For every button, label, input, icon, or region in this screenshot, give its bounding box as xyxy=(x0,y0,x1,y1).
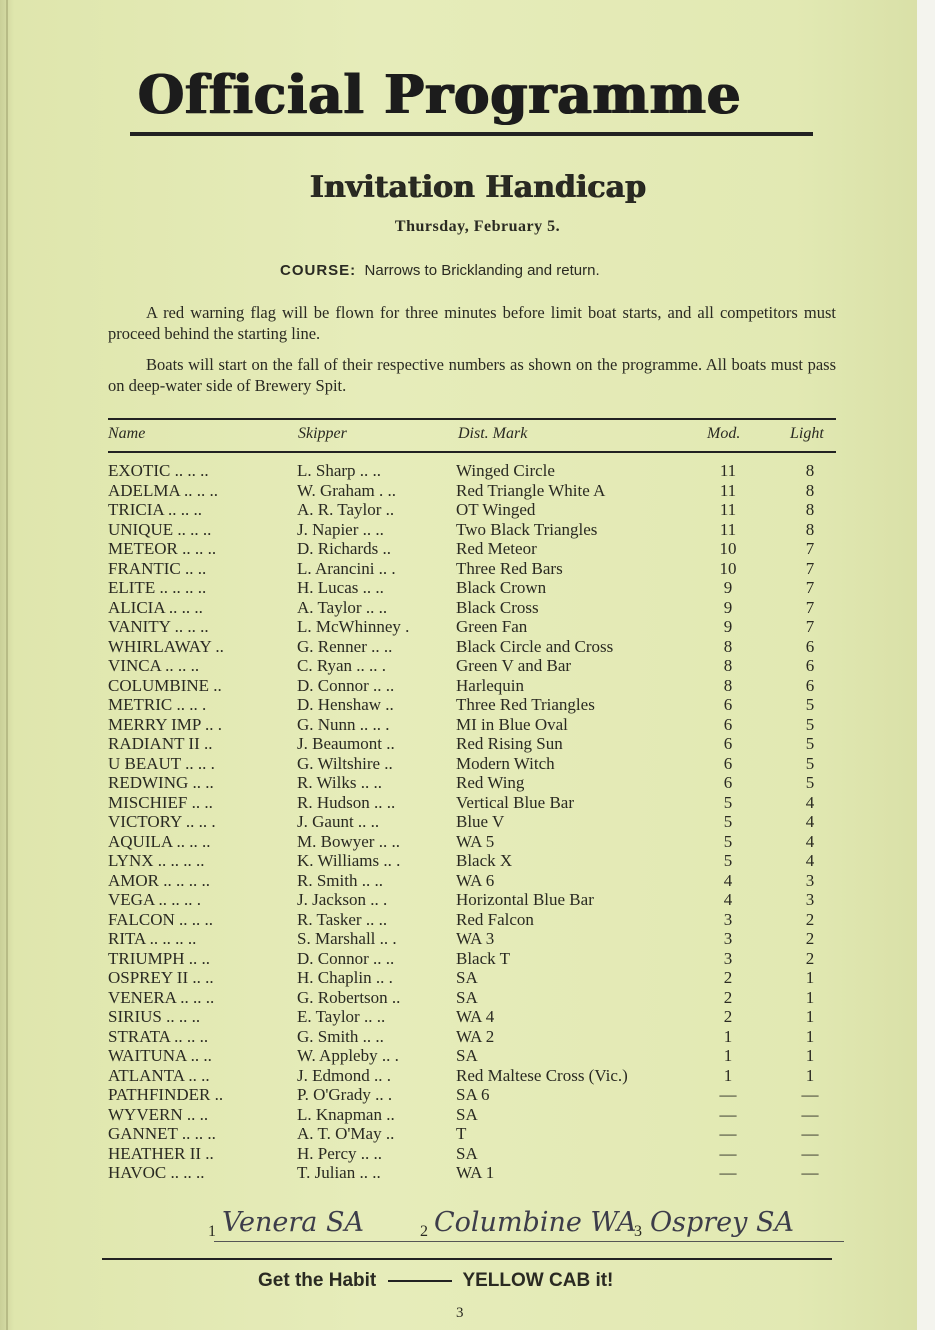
place-1-handwritten: Venera SA xyxy=(222,1207,364,1238)
place-3-handwritten: Osprey SA xyxy=(650,1207,794,1238)
boat-name: FALCON .. .. .. xyxy=(108,909,213,929)
skipper: G. Robertson .. xyxy=(297,987,401,1007)
light-value: 2 xyxy=(805,948,815,968)
table-row xyxy=(0,500,935,520)
header-rule xyxy=(108,451,836,453)
page-title: Official Programme xyxy=(138,64,742,126)
table-row xyxy=(0,637,935,657)
table-row xyxy=(0,481,935,501)
mod-value: 4 xyxy=(723,870,733,890)
mod-value: 5 xyxy=(723,792,733,812)
table-row xyxy=(0,890,935,910)
mod-value: 11 xyxy=(719,500,737,519)
footer-rule xyxy=(102,1258,832,1260)
dist-mark: Three Red Bars xyxy=(456,558,563,578)
mod-value: 4 xyxy=(723,890,733,909)
mod-value: 6 xyxy=(723,734,733,753)
table-row xyxy=(0,754,935,774)
skipper: E. Taylor .. .. xyxy=(297,1007,386,1026)
light-value: 1 xyxy=(805,968,815,987)
table-row xyxy=(0,1046,935,1066)
dist-mark: T xyxy=(456,1124,467,1143)
skipper: L. Arancini .. . xyxy=(297,558,396,578)
mod-value: 1 xyxy=(723,1065,733,1085)
skipper: G. Smith .. .. xyxy=(297,1026,384,1046)
light-value: 6 xyxy=(805,675,815,695)
mod-value: 5 xyxy=(723,851,733,870)
light-value: 1 xyxy=(805,1007,815,1026)
boat-name: MERRY IMP .. . xyxy=(108,714,222,734)
mod-value: 9 xyxy=(723,597,733,617)
boat-name: FRANTIC .. .. xyxy=(108,558,207,578)
light-value: 7 xyxy=(805,578,815,597)
course-label: COURSE: xyxy=(280,262,357,279)
dist-mark: Black T xyxy=(456,948,510,968)
dist-mark: Black Cross xyxy=(456,597,539,617)
boat-name: SIRIUS .. .. .. xyxy=(108,1007,201,1026)
dist-mark: SA xyxy=(456,1143,478,1163)
place-2-label: 2 xyxy=(420,1223,428,1240)
table-row xyxy=(0,773,935,793)
table-row xyxy=(0,1027,935,1047)
table-row xyxy=(0,812,935,832)
mod-value: — xyxy=(719,1143,737,1163)
boat-name: VEGA .. .. .. . xyxy=(108,890,202,909)
light-value: 4 xyxy=(805,831,815,851)
header-name: Name xyxy=(108,425,146,442)
light-value: 5 xyxy=(805,695,815,714)
light-value: 4 xyxy=(805,851,815,870)
mod-value: — xyxy=(719,1085,737,1104)
mod-value: 6 xyxy=(723,773,733,792)
dist-mark: WA 2 xyxy=(456,1026,495,1046)
dist-mark: Red Maltese Cross (Vic.) xyxy=(456,1065,628,1085)
light-value: 5 xyxy=(805,773,815,792)
skipper: G. Renner .. .. xyxy=(297,636,393,656)
event-title: Invitation Handicap xyxy=(309,170,646,205)
dist-mark: Black Circle and Cross xyxy=(456,636,614,656)
skipper: G. Nunn .. .. . xyxy=(297,714,390,734)
footer-right: YELLOW CAB it! xyxy=(462,1270,614,1291)
light-value: 8 xyxy=(805,500,815,519)
boat-name: U BEAUT .. .. . xyxy=(108,753,215,773)
light-value: 8 xyxy=(805,461,815,480)
mod-value: 11 xyxy=(719,461,737,480)
table-row xyxy=(0,1066,935,1086)
table-top-rule xyxy=(108,418,836,420)
boat-name: VANITY .. .. .. xyxy=(108,617,209,636)
table-row xyxy=(0,1163,935,1183)
skipper: H. Chaplin .. . xyxy=(297,968,393,987)
boat-name: UNIQUE .. .. .. xyxy=(108,519,212,539)
table-row xyxy=(0,734,935,754)
boat-name: RITA .. .. .. .. xyxy=(108,929,197,948)
skipper: K. Williams .. . xyxy=(297,851,401,870)
boat-name: VENERA .. .. .. xyxy=(108,987,215,1007)
light-value: 1 xyxy=(805,1046,815,1065)
table-row xyxy=(0,559,935,579)
mod-value: 1 xyxy=(723,1046,733,1065)
mod-value: 8 xyxy=(723,675,733,695)
dist-mark: Red Rising Sun xyxy=(456,734,563,753)
skipper: W. Appleby .. . xyxy=(297,1046,399,1065)
page-number: 3 xyxy=(456,1305,464,1321)
light-value: 5 xyxy=(805,753,815,773)
light-value: 8 xyxy=(805,480,815,500)
table-row xyxy=(0,1144,935,1164)
mod-value: — xyxy=(719,1124,737,1143)
skipper: W. Graham . .. xyxy=(297,480,396,500)
table-row xyxy=(0,929,935,949)
light-value: 7 xyxy=(805,597,815,617)
light-value: — xyxy=(801,1085,819,1104)
light-value: — xyxy=(801,1143,819,1163)
boat-name: HEATHER II .. xyxy=(108,1143,214,1163)
dist-mark: Vertical Blue Bar xyxy=(456,792,575,812)
mod-value: 11 xyxy=(719,519,737,539)
dist-mark: WA 6 xyxy=(456,870,495,890)
boat-name: ATLANTA .. .. xyxy=(108,1065,210,1085)
skipper: H. Percy .. .. xyxy=(297,1143,382,1163)
place-3-label: 3 xyxy=(634,1223,642,1240)
dist-mark: Blue V xyxy=(456,812,505,831)
course-line xyxy=(280,262,600,279)
mod-value: 6 xyxy=(723,695,733,714)
place-1-label: 1 xyxy=(208,1223,216,1240)
table-row xyxy=(0,871,935,891)
dist-mark: SA xyxy=(456,987,478,1007)
dist-mark: Black X xyxy=(456,851,513,870)
dist-mark: WA 5 xyxy=(456,831,495,851)
skipper: L. Sharp .. .. xyxy=(297,461,382,480)
boat-name: GANNET .. .. .. xyxy=(108,1124,216,1143)
dist-mark: Red Triangle White A xyxy=(456,480,606,500)
skipper: R. Wilks .. .. xyxy=(297,773,382,792)
boat-name: METEOR .. .. .. xyxy=(108,539,217,558)
skipper: D. Richards .. xyxy=(297,539,391,558)
dist-mark: SA xyxy=(456,1046,478,1065)
mod-value: 10 xyxy=(719,539,737,558)
boat-name: TRIUMPH .. .. xyxy=(108,948,211,968)
light-value: — xyxy=(801,1163,819,1182)
table-row xyxy=(0,949,935,969)
table-row xyxy=(0,715,935,735)
skipper: G. Wiltshire .. xyxy=(297,753,393,773)
table-row xyxy=(0,617,935,637)
boat-name: VINCA .. .. .. xyxy=(108,656,200,675)
dist-mark: Red Wing xyxy=(456,773,525,792)
light-value: 2 xyxy=(805,929,815,948)
dist-mark: Winged Circle xyxy=(456,461,555,480)
table-row xyxy=(0,1085,935,1105)
dist-mark: Red Falcon xyxy=(456,909,534,929)
dist-mark: SA xyxy=(456,1104,478,1124)
header-mod: Mod. xyxy=(707,425,741,442)
footer-advert xyxy=(258,1270,613,1292)
table-row xyxy=(0,656,935,676)
table-row xyxy=(0,676,935,696)
dist-mark: Green V and Bar xyxy=(456,656,572,675)
skipper: D. Henshaw .. xyxy=(297,695,394,714)
boat-name: RADIANT II .. xyxy=(108,734,213,753)
place-2-handwritten: Columbine WA xyxy=(434,1207,637,1238)
mod-value: 11 xyxy=(719,480,737,500)
skipper: R. Hudson .. .. xyxy=(297,792,396,812)
footer-left: Get the Habit xyxy=(258,1270,377,1291)
mod-value: 3 xyxy=(723,948,733,968)
mod-value: 9 xyxy=(723,617,733,636)
boat-name: ADELMA .. .. .. xyxy=(108,480,219,500)
header-dist-mark: Dist. Mark xyxy=(458,425,528,442)
mod-value: 2 xyxy=(723,987,733,1007)
table-row xyxy=(0,598,935,618)
light-value: 2 xyxy=(805,909,815,929)
table-row xyxy=(0,1007,935,1027)
skipper: J. Napier .. .. xyxy=(297,519,384,539)
light-value: 7 xyxy=(805,558,815,578)
skipper: H. Lucas .. .. xyxy=(297,578,384,597)
mod-value: 2 xyxy=(723,1007,733,1026)
light-value: 7 xyxy=(805,617,815,636)
header-light: Light xyxy=(790,425,824,442)
dist-mark: Harlequin xyxy=(456,675,524,695)
boat-name: HAVOC .. .. .. xyxy=(108,1163,205,1182)
results-line xyxy=(0,1205,935,1255)
skipper: D. Connor .. .. xyxy=(297,675,395,695)
dist-mark: MI in Blue Oval xyxy=(456,714,568,734)
dist-mark: OT Winged xyxy=(456,500,536,519)
skipper: J. Beaumont .. xyxy=(297,734,395,753)
event-date: Thursday, February 5. xyxy=(394,218,561,235)
mod-value: 8 xyxy=(723,656,733,675)
boat-name: WYVERN .. .. xyxy=(108,1104,209,1124)
table-row xyxy=(0,1124,935,1144)
light-value: 1 xyxy=(805,1065,815,1085)
dist-mark: WA 1 xyxy=(456,1163,495,1182)
skipper: A. Taylor .. .. xyxy=(297,597,388,617)
header-skipper: Skipper xyxy=(298,425,347,442)
table-row xyxy=(0,578,935,598)
mod-value: 8 xyxy=(723,636,733,656)
boat-name: WAITUNA .. .. xyxy=(108,1046,212,1065)
light-value: 8 xyxy=(805,519,815,539)
footer-dash xyxy=(388,1280,452,1282)
boat-name: WHIRLAWAY .. xyxy=(108,636,224,656)
mod-value: 5 xyxy=(723,831,733,851)
skipper: J. Jackson .. . xyxy=(297,890,388,909)
dist-mark: WA 3 xyxy=(456,929,495,948)
mod-value: 2 xyxy=(723,968,733,987)
skipper: M. Bowyer .. .. xyxy=(297,831,400,851)
table-row xyxy=(0,461,935,481)
table-row xyxy=(0,793,935,813)
skipper: P. O'Grady .. . xyxy=(297,1085,393,1104)
light-value: — xyxy=(801,1104,819,1124)
light-value: 1 xyxy=(805,987,815,1007)
table-row xyxy=(0,539,935,559)
skipper: L. Knapman .. xyxy=(297,1104,395,1124)
skipper: L. McWhinney . xyxy=(297,617,410,636)
dist-mark: Horizontal Blue Bar xyxy=(456,890,594,909)
light-value: 3 xyxy=(805,870,815,890)
light-value: 5 xyxy=(805,714,815,734)
skipper: T. Julian .. .. xyxy=(297,1163,381,1182)
dist-mark: Red Meteor xyxy=(456,539,537,558)
table-row xyxy=(0,988,935,1008)
mod-value: — xyxy=(719,1104,737,1124)
skipper: D. Connor .. .. xyxy=(297,948,395,968)
skipper: R. Smith .. .. xyxy=(297,870,383,890)
mod-value: 6 xyxy=(723,714,733,734)
boat-name: ALICIA .. .. .. xyxy=(108,597,203,617)
table-row xyxy=(0,832,935,852)
dist-mark: Green Fan xyxy=(456,617,528,636)
light-value: 6 xyxy=(805,636,815,656)
boat-name: TRICIA .. .. .. xyxy=(108,500,202,519)
start-paragraph: Boats will start on the fall of their respective numbers as shown on the programme. All boats must pass on deep-water side of Brewery Spit. xyxy=(108,355,836,395)
results-underline xyxy=(214,1241,844,1242)
dist-mark: WA 4 xyxy=(456,1007,495,1026)
skipper: J. Edmond .. . xyxy=(297,1065,391,1085)
mod-value: 3 xyxy=(723,929,733,948)
boat-name: REDWING .. .. xyxy=(108,773,214,792)
table-row xyxy=(0,695,935,715)
boat-name: ELITE .. .. .. .. xyxy=(108,578,207,597)
boat-name: COLUMBINE .. xyxy=(108,675,222,695)
warning-paragraph: A red warning flag will be flown for three minutes before limit boat starts, and all competitors must proceed behind the starting line. xyxy=(108,303,836,343)
light-value: 4 xyxy=(805,812,815,831)
boat-name: OSPREY II .. .. xyxy=(108,968,214,987)
skipper: C. Ryan .. .. . xyxy=(297,656,387,675)
mod-value: 9 xyxy=(723,578,733,597)
light-value: 1 xyxy=(805,1026,815,1046)
boat-name: PATHFINDER .. xyxy=(108,1085,224,1104)
mod-value: 10 xyxy=(719,558,737,578)
light-value: 4 xyxy=(805,792,815,812)
boat-name: LYNX .. .. .. .. xyxy=(108,851,205,870)
title-rule xyxy=(130,132,813,136)
table-row xyxy=(0,520,935,540)
light-value: 5 xyxy=(805,734,815,753)
mod-value: 1 xyxy=(723,1026,733,1046)
light-value: 3 xyxy=(805,890,815,909)
mod-value: 6 xyxy=(723,753,733,773)
mod-value: 5 xyxy=(723,812,733,831)
boat-name: MISCHIEF .. .. xyxy=(108,792,213,812)
skipper: A. T. O'May .. xyxy=(297,1124,395,1143)
dist-mark: SA 6 xyxy=(456,1085,490,1104)
dist-mark: Black Crown xyxy=(456,578,547,597)
boat-name: EXOTIC .. .. .. xyxy=(108,461,209,480)
table-row xyxy=(0,910,935,930)
boat-name: AQUILA .. .. .. xyxy=(108,831,211,851)
dist-mark: Three Red Triangles xyxy=(456,695,595,714)
boat-name: AMOR .. .. .. .. xyxy=(108,870,211,890)
light-value: 7 xyxy=(805,539,815,558)
boat-name: METRIC .. .. . xyxy=(108,695,207,714)
boat-name: VICTORY .. .. . xyxy=(108,812,216,831)
boat-name: STRATA .. .. .. xyxy=(108,1026,209,1046)
light-value: — xyxy=(801,1124,819,1143)
dist-mark: Modern Witch xyxy=(456,753,555,773)
table-row xyxy=(0,968,935,988)
table-row xyxy=(0,851,935,871)
skipper: A. R. Taylor .. xyxy=(297,500,395,519)
skipper: J. Gaunt .. .. xyxy=(297,812,380,831)
table-row xyxy=(0,1105,935,1125)
light-value: 6 xyxy=(805,656,815,675)
mod-value: 3 xyxy=(723,909,733,929)
course-value: Narrows to Bricklanding and return. xyxy=(364,262,600,279)
skipper: S. Marshall .. . xyxy=(297,929,397,948)
dist-mark: Two Black Triangles xyxy=(456,519,598,539)
dist-mark: SA xyxy=(456,968,478,987)
mod-value: — xyxy=(719,1163,737,1182)
skipper: R. Tasker .. .. xyxy=(297,909,388,929)
